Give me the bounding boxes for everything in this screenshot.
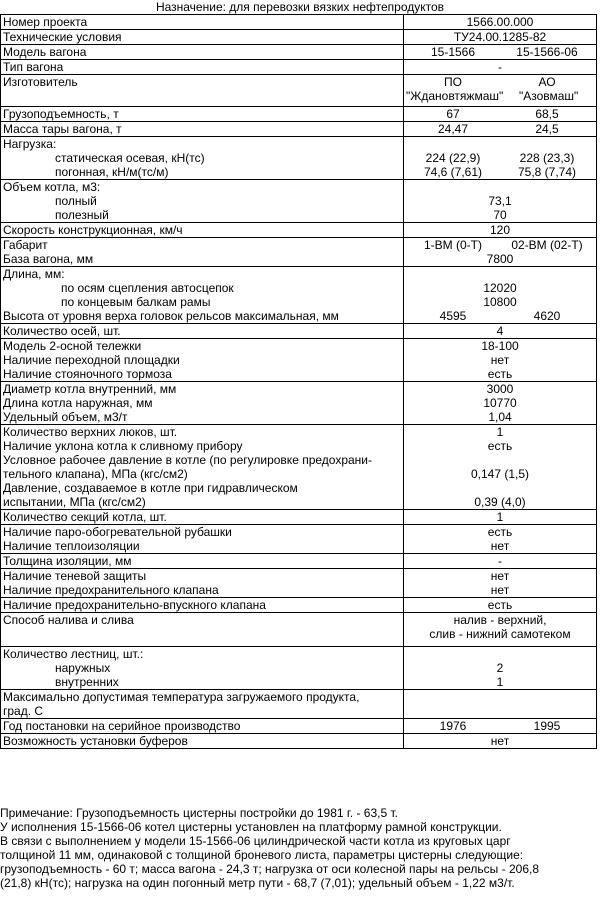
row-label: Модель 2-осной тележки Наличие переходной площадки Наличие стояночного тормоза	[1, 339, 404, 382]
row-value	[404, 690, 597, 719]
row-label: Скорость конструкционная, км/ч	[1, 223, 404, 238]
row-label: Количество верхних люков, шт. Наличие уклона котла к сливному прибору Условное рабочее давление в котле (по регулировке предохрани- тельного клапана), МПа (кгс/см2) Давление, создаваемое в котле при гидравлическом испытании, МПа (кгс/см2)	[1, 425, 404, 510]
row-value: 3000 10770 1,04	[404, 382, 597, 425]
purpose-title: Назначение: для перевозки вязких нефтепродуктов	[155, 0, 445, 14]
notes-block	[0, 806, 598, 890]
table-row	[1, 223, 597, 238]
table-row	[1, 267, 597, 324]
table-row	[1, 598, 597, 613]
row-label: Длина, мм: по осям сцепления автосцепок по концевым балкам рамы Высота от уровня верха головок рельсов максимальная, мм	[1, 267, 404, 324]
table-row	[1, 690, 597, 719]
note-line: (21,8) кН(тс); нагрузка на один погонный метр пути - 68,7 (7,01); удельный объем - 1,22 м3/т.	[0, 876, 515, 890]
row-value: нет нет	[404, 569, 597, 598]
note-line: У исполнения 15-1566-06 котел цистерны установлен на платформу рамной конструкции.	[0, 820, 502, 834]
table-row	[1, 510, 597, 525]
table-row	[1, 45, 597, 60]
note-line: грузоподъемность - 60 т; масса вагона - 24,3 т; нагрузка от оси колесной пары на рельсы - 206,8	[0, 862, 539, 876]
table-row	[1, 30, 597, 45]
table-row	[1, 180, 597, 223]
row-label: Толщина изоляции, мм	[1, 554, 404, 569]
row-label: Модель вагона	[1, 45, 404, 60]
note-line: Примечание: Грузоподъемность цистерны постройки до 1981 г. - 63,5 т.	[0, 806, 398, 820]
row-value: 1-ВМ (0-Т) 02-ВМ (02-Т) 7800	[404, 238, 597, 267]
row-value: 2 1	[404, 647, 597, 690]
row-label: Грузоподъемность, т	[1, 107, 404, 122]
row-value: 18-100 нет есть	[404, 339, 597, 382]
row-value: 1 есть 0,147 (1,5) 0,39 (4,0)	[404, 425, 597, 510]
row-value: 4	[404, 324, 597, 339]
table-row	[1, 425, 597, 510]
table-row	[1, 569, 597, 598]
row-value: 73,1 70	[404, 180, 597, 223]
row-value: налив - верхний, слив - нижний самотеком	[404, 613, 597, 647]
table-row	[1, 75, 597, 107]
row-value: есть	[404, 598, 597, 613]
row-value: 12020 10800 4595 4620	[404, 267, 597, 324]
row-value: ПО АО "Ждановтяжмаш" "Азовмаш"	[404, 75, 597, 107]
row-value: 1976 1995	[404, 719, 597, 734]
row-label: Наличие предохранительно-впускного клапана	[1, 598, 404, 613]
row-value: ТУ24.00.1285-82	[404, 30, 597, 45]
table-row	[1, 719, 597, 734]
row-label: Наличие теневой защиты Наличие предохранительного клапана	[1, 569, 404, 598]
note-line: В связи с выполнением у модели 15-1566-06 цилиндрической части котла из круговых царг	[0, 834, 511, 848]
row-value: 1566.00.000	[404, 15, 597, 30]
note-line: толщиной 11 мм, одинаковой с толщиной броневого листа, параметры цистерны следующие:	[0, 848, 524, 862]
row-label: Максимально допустимая температура загружаемого продукта, град. С	[1, 690, 404, 719]
row-value: 24,47 24,5	[404, 122, 597, 137]
table-row	[1, 339, 597, 382]
row-label: Изготовитель	[1, 75, 404, 107]
table-row	[1, 60, 597, 75]
row-value: -	[404, 60, 597, 75]
spec-table	[0, 14, 597, 749]
row-label: Технические условия	[1, 30, 404, 45]
row-label: Диаметр котла внутренний, мм Длина котла наружная, мм Удельный объем, м3/т	[1, 382, 404, 425]
row-value: -	[404, 554, 597, 569]
row-label: Способ налива и слива	[1, 613, 404, 647]
row-label: Тип вагона	[1, 60, 404, 75]
row-label: Количество осей, шт.	[1, 324, 404, 339]
row-label: Возможность установки буферов	[1, 734, 404, 749]
row-value: 224 (22,9) 228 (23,3) 74,6 (7,61) 75,8 (7,74)	[404, 137, 597, 180]
row-label: Номер проекта	[1, 15, 404, 30]
row-label: Год постановки на серийное производство	[1, 719, 404, 734]
table-row	[1, 122, 597, 137]
row-value: 67 68,5	[404, 107, 597, 122]
table-row	[1, 525, 597, 554]
row-label: Масса тары вагона, т	[1, 122, 404, 137]
table-row	[1, 647, 597, 690]
row-value: 120	[404, 223, 597, 238]
table-row	[1, 382, 597, 425]
table-row	[1, 238, 597, 267]
table-row	[1, 554, 597, 569]
row-label: Количество секций котла, шт.	[1, 510, 404, 525]
row-label: Габарит База вагона, мм	[1, 238, 404, 267]
row-label: Наличие паро-обогревательной рубашки Наличие теплоизоляции	[1, 525, 404, 554]
row-value: нет	[404, 734, 597, 749]
table-row	[1, 324, 597, 339]
table-row	[1, 107, 597, 122]
table-row	[1, 613, 597, 647]
row-label: Нагрузка: статическая осевая, кН(тс) погонная, кН/м(тс/м)	[1, 137, 404, 180]
row-label: Количество лестниц, шт.: наружных внутренних	[1, 647, 404, 690]
table-row	[1, 137, 597, 180]
row-label: Объем котла, м3: полный полезный	[1, 180, 404, 223]
table-row	[1, 15, 597, 30]
row-value: 1	[404, 510, 597, 525]
row-value: 15-1566 15-1566-06	[404, 45, 597, 60]
table-row	[1, 734, 597, 749]
row-value: есть нет	[404, 525, 597, 554]
